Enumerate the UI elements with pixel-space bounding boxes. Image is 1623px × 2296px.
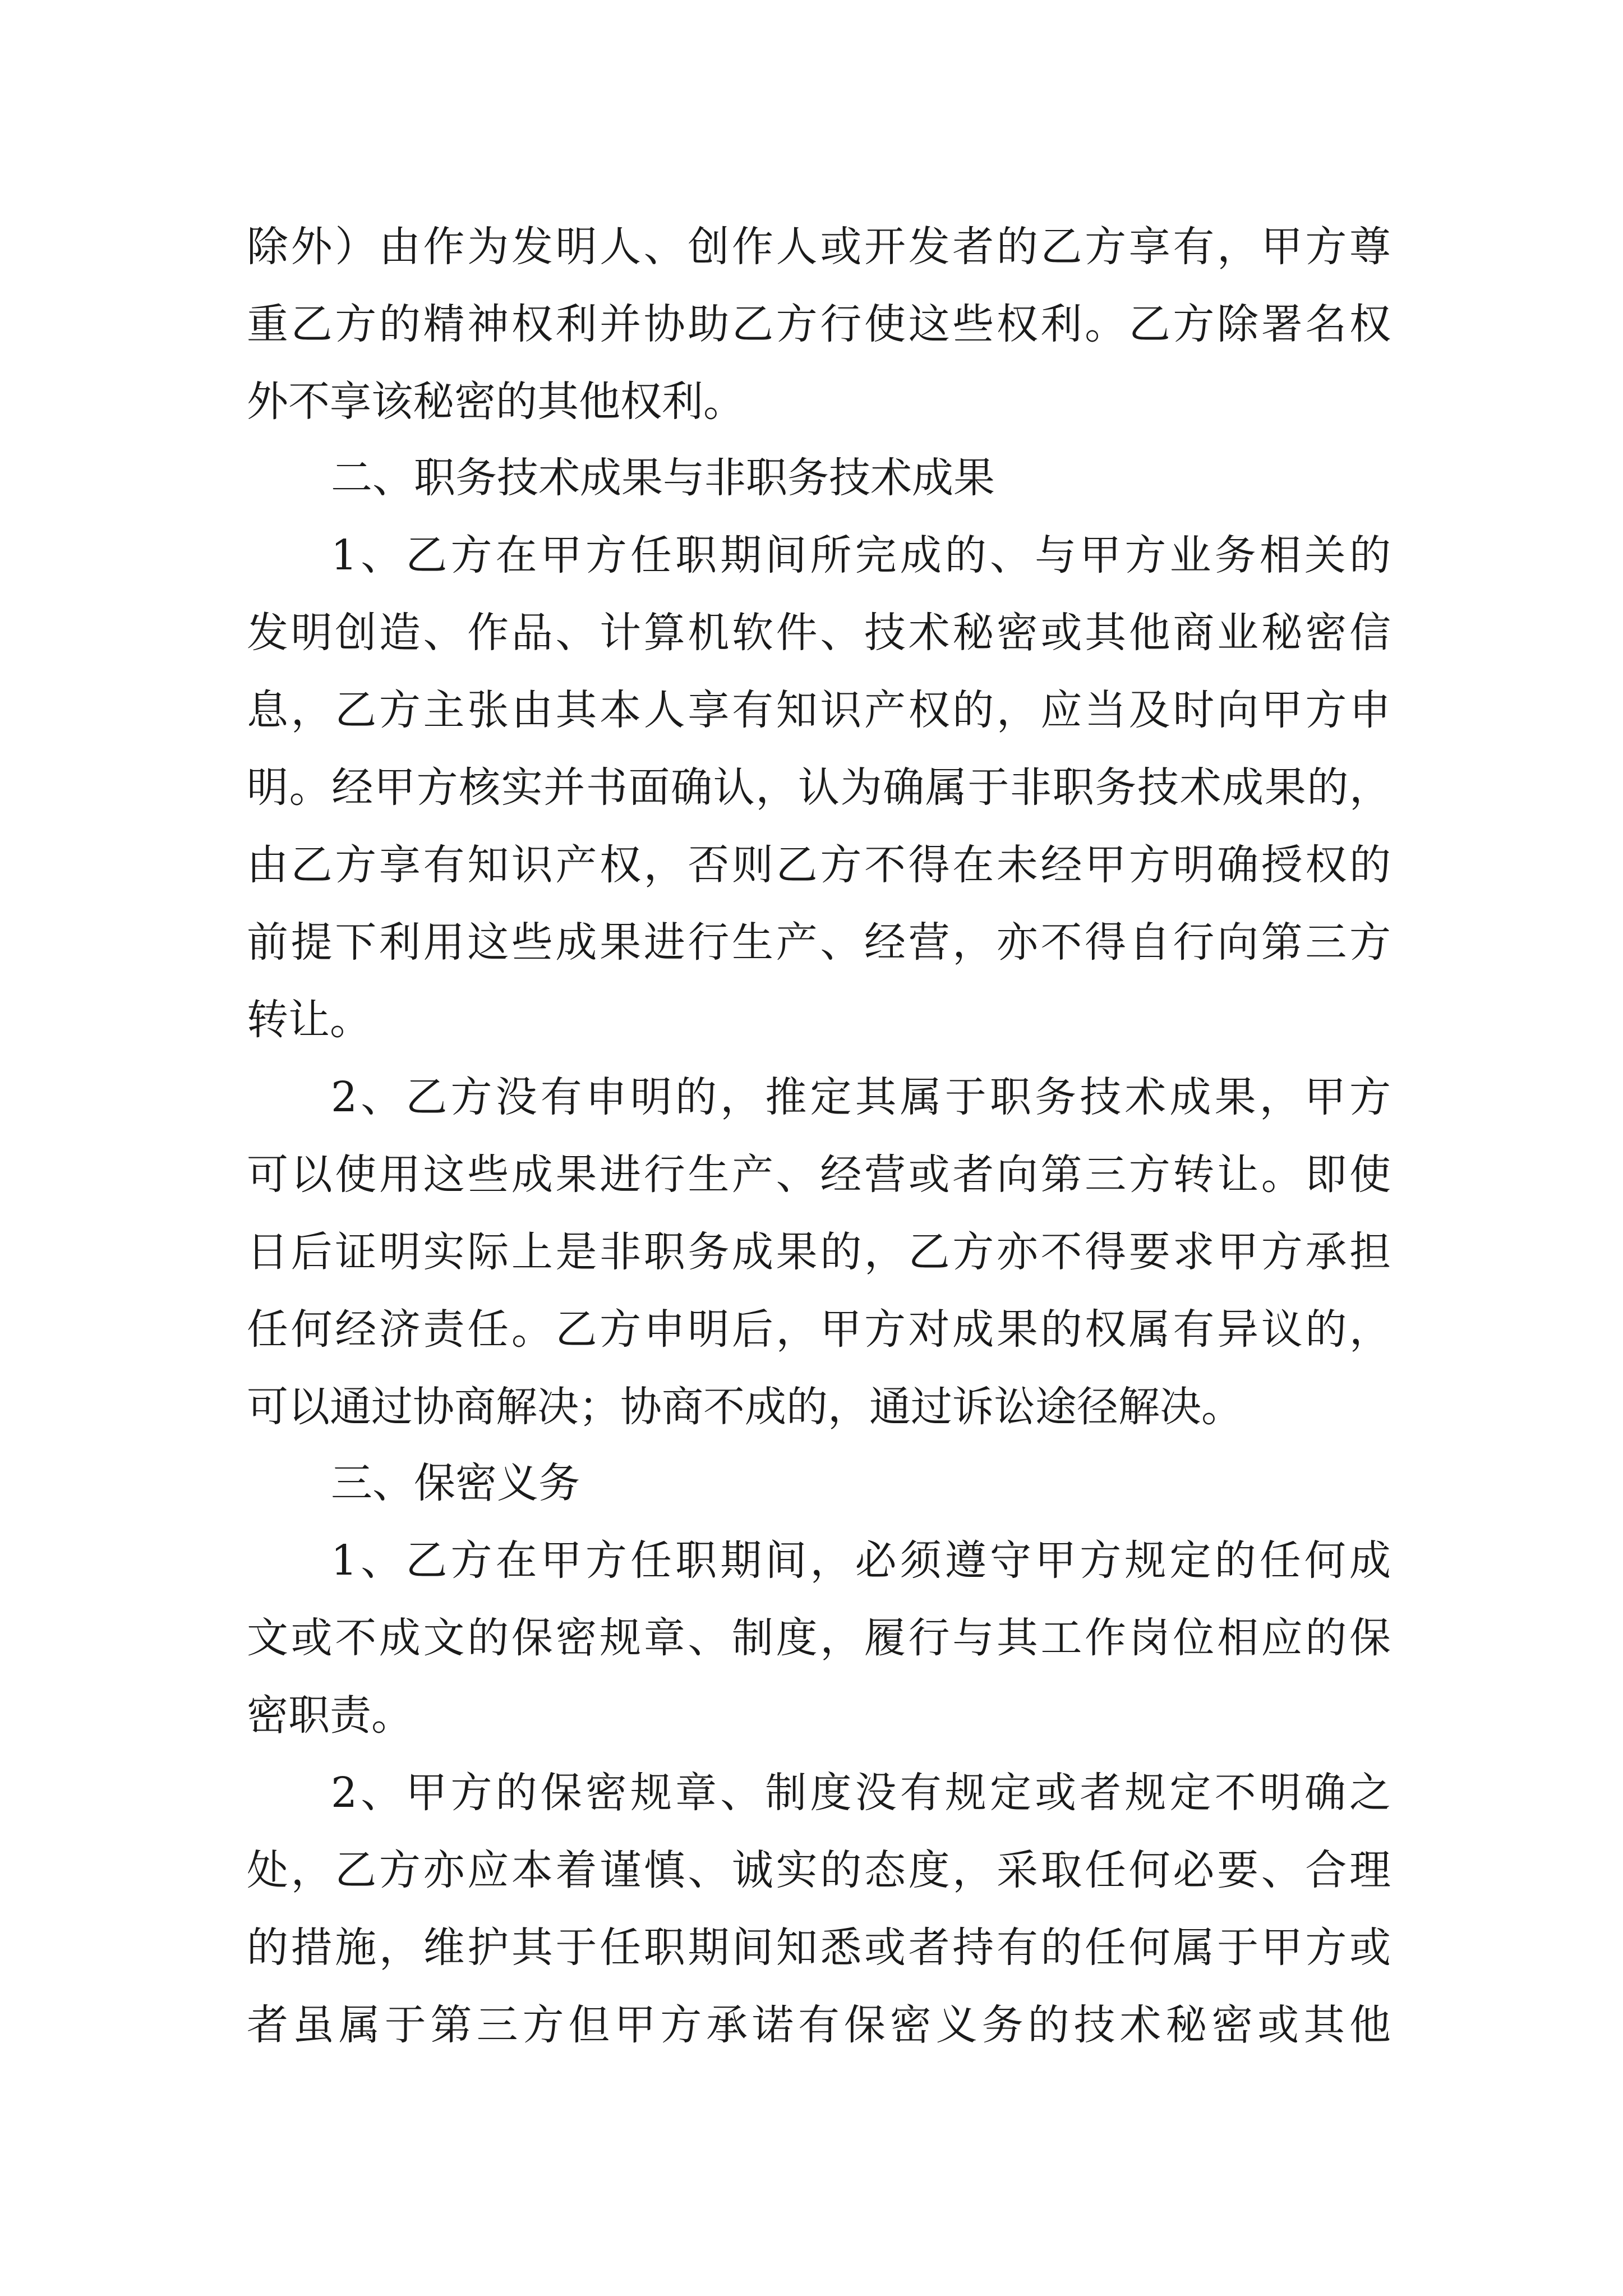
- paragraph-line: 任何经济责任。乙方申明后，甲方对成果的权属有异议的，: [247, 1305, 1391, 1354]
- paragraph-line: 的措施，维护其于任职期间知悉或者持有的任何属于甲方或: [247, 1924, 1391, 1972]
- paragraph-line: 外不享该秘密的其他权利。: [247, 378, 745, 426]
- paragraph-line: 重乙方的精神权利并协助乙方行使这些权利。乙方除署名权: [247, 300, 1391, 348]
- paragraph-line: 2、甲方的保密规章、制度没有规定或者规定不明确之: [331, 1769, 1391, 1817]
- paragraph-line: 息，乙方主张由其本人享有知识产权的，应当及时向甲方申: [247, 686, 1391, 734]
- paragraph-line: 由乙方享有知识产权，否则乙方不得在未经甲方明确授权的: [247, 841, 1391, 889]
- section-heading: 三、保密义务: [331, 1459, 580, 1507]
- paragraph-line: 者虽属于第三方但甲方承诺有保密义务的技术秘密或其他: [247, 2001, 1391, 2049]
- paragraph-line: 前提下利用这些成果进行生产、经营，亦不得自行向第三方: [247, 918, 1391, 967]
- paragraph-line: 除外）由作为发明人、创作人或开发者的乙方享有，甲方尊: [247, 223, 1391, 271]
- paragraph-line: 1、乙方在甲方任职期间，必须遵守甲方规定的任何成: [331, 1536, 1391, 1585]
- section-heading: 二、职务技术成果与非职务技术成果: [331, 454, 995, 502]
- paragraph-line: 发明创造、作品、计算机软件、技术秘密或其他商业秘密信: [247, 609, 1391, 657]
- paragraph-line: 文或不成文的保密规章、制度，履行与其工作岗位相应的保: [247, 1614, 1391, 1662]
- paragraph-line: 1、乙方在甲方任职期间所完成的、与甲方业务相关的: [331, 531, 1391, 579]
- paragraph-line: 日后证明实际上是非职务成果的，乙方亦不得要求甲方承担: [247, 1228, 1391, 1276]
- paragraph-line: 密职责。: [247, 1691, 413, 1740]
- paragraph-line: 转让。: [247, 996, 371, 1044]
- paragraph-line: 可以通过协商解决；协商不成的，通过诉讼途径解决。: [247, 1383, 1243, 1431]
- paragraph-line: 处，乙方亦应本着谨慎、诚实的态度，采取任何必要、合理: [247, 1846, 1391, 1894]
- paragraph-line: 2、乙方没有申明的，推定其属于职务技术成果，甲方: [331, 1073, 1391, 1121]
- paragraph-line: 可以使用这些成果进行生产、经营或者向第三方转让。即使: [247, 1151, 1391, 1199]
- paragraph-line: 明。经甲方核实并书面确认，认为确属于非职务技术成果的，: [247, 763, 1391, 812]
